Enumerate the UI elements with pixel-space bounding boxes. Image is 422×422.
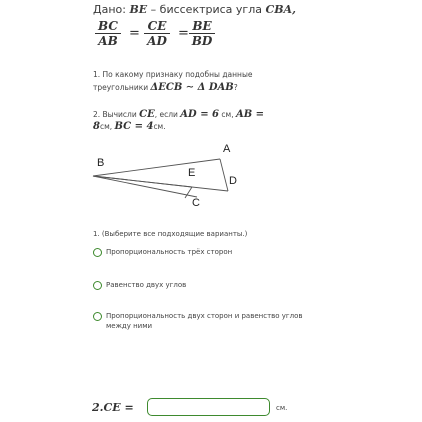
question-2-unit-1: см,: [221, 110, 234, 119]
option-two-sides-angle[interactable]: [93, 311, 316, 331]
fraction-3-denominator: BD: [191, 34, 213, 48]
given-angle: CBA,: [265, 3, 296, 16]
option-three-sides[interactable]: [93, 247, 306, 257]
segment-ce: [185, 187, 192, 198]
point-label-e: E: [188, 167, 196, 179]
option-two-angles-radio[interactable]: [93, 281, 102, 290]
fraction-1-numerator: BC: [95, 19, 121, 34]
question-2-bc: BC = 4: [114, 121, 154, 132]
question-2-if: , если: [154, 110, 178, 119]
point-label-d: D: [229, 175, 237, 187]
segment-be: [93, 176, 192, 187]
question-2-ad: AD = 6: [180, 109, 220, 120]
segment-ba: [93, 159, 220, 176]
option-two-angles-label: Равенство двух углов: [106, 281, 187, 289]
fraction-2-denominator: AD: [147, 34, 167, 48]
question-2-unit-2: см,: [99, 122, 113, 131]
equals-sign-1: =: [129, 26, 140, 41]
option-three-sides-radio[interactable]: [93, 248, 102, 257]
fraction-3-numerator: BE: [189, 19, 215, 34]
question-1-text: треугольники: [93, 83, 149, 92]
given-dash: –: [150, 3, 157, 16]
given-text: биссектриса угла: [159, 3, 262, 16]
question-2-ab-value: 8: [93, 121, 100, 132]
answer-2-unit: см.: [276, 404, 288, 412]
answer-2-label: 2.CE =: [92, 401, 134, 414]
question-1-line-1: 1. По какому признаку подобны данные: [93, 70, 253, 79]
option-two-sides-angle-radio[interactable]: [93, 312, 102, 321]
option-three-sides-label: Пропорциональность трёх сторон: [106, 248, 233, 256]
point-label-c: C: [192, 197, 200, 209]
segment-bc: [93, 176, 197, 197]
question-2-text: 2. Вычисли: [93, 110, 137, 119]
fraction-1-denominator: AB: [98, 34, 118, 48]
segment-ad: [220, 159, 228, 191]
given-prefix: Дано:: [93, 3, 126, 16]
ce-answer-input[interactable]: [147, 398, 270, 416]
equals-sign-2: =: [178, 26, 189, 41]
question-1-similarity: ΔECB ∼ Δ DAB: [150, 82, 234, 93]
question-2-ab: AB =: [235, 109, 265, 120]
question-2-unit-3: см.: [153, 122, 166, 131]
point-label-a: A: [223, 143, 231, 155]
question-1-mark: ?: [233, 83, 238, 92]
point-label-b: B: [97, 157, 105, 169]
option-two-sides-angle-label: Пропорциональность двух сторон и равенство углов между ними: [106, 312, 303, 330]
fraction-2-numerator: CE: [144, 19, 170, 34]
given-be: BE: [129, 3, 148, 16]
option-two-angles[interactable]: [93, 280, 306, 290]
question-2-ce: CE: [139, 109, 155, 120]
answer-1-hint: 1. (Выберите все подходящие варианты.): [93, 230, 248, 238]
